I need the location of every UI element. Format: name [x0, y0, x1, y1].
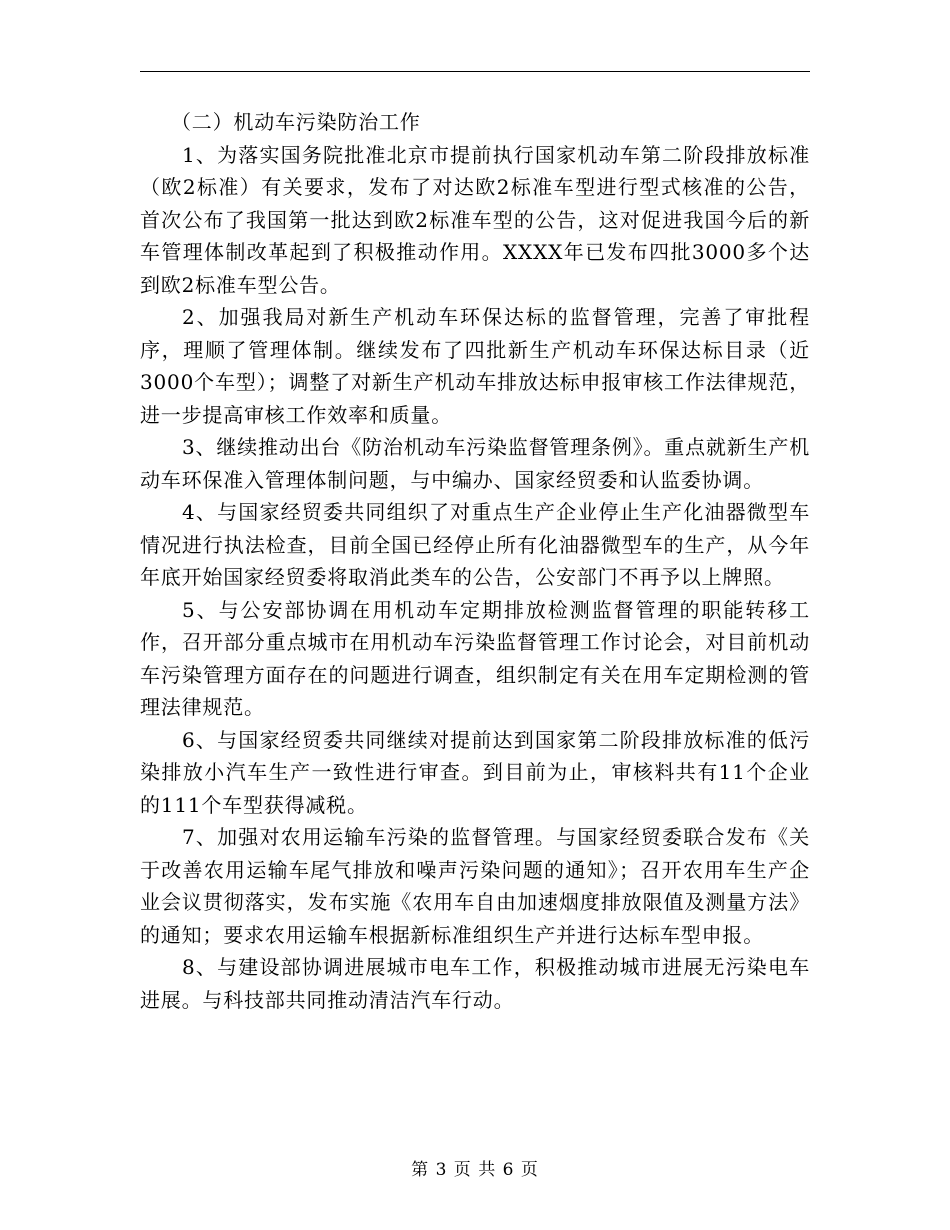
paragraph-5: 5、与公安部协调在用机动车定期排放检测监督管理的职能转移工作，召开部分重点城市在用机动车污染监督管理工作讨论会，对目前机动车污染管理方面存在的问题进行调查，组织制定有关在用车定期检测的管理法律规范。 [140, 597, 810, 719]
paragraph-7: 7、加强对农用运输车污染的监督管理。与国家经贸委联合发布《关于改善农用运输车尾气排放和噪声污染问题的通知》；召开农用车生产企业会议贯彻落实，发布实施《农用车自由加速烟度排放限值及测量方法》的通知；要求农用运输车根据新标准组织生产并进行达标车型申报。 [140, 825, 810, 947]
paragraph-1: 1、为落实国务院批准北京市提前执行国家机动车第二阶段排放标准（欧2标准）有关要求，发布了对达欧2标准车型进行型式核准的公告，首次公布了我国第一批达到欧2标准车型的公告，这对促进我国今后的新车管理体制改革起到了积极推动作用。XXXX年已发布四批3000多个达到欧2标准车型公告。 [140, 142, 810, 297]
page-number-footer: 第 3 页 共 6 页 [411, 1160, 539, 1180]
paragraph-6: 6、与国家经贸委共同继续对提前达到国家第二阶段排放标准的低污染排放小汽车生产一致性进行审查。到目前为止，审核料共有11个企业的111个车型获得减税。 [140, 727, 810, 817]
document-body [140, 106, 810, 1016]
paragraph-4: 4、与国家经贸委共同组织了对重点生产企业停止生产化油器微型车情况进行执法检查，目前全国已经停止所有化油器微型车的生产，从今年年底开始国家经贸委将取消此类车的公告，公安部门不再予以上牌照。 [140, 500, 810, 589]
section-heading: （二）机动车污染防治工作 [171, 110, 421, 134]
paragraph-8: 8、与建设部协调进展城市电车工作，积极推动城市进展无污染电车进展。与科技部共同推动清洁汽车行动。 [140, 955, 810, 1012]
paragraph-2: 2、加强我局对新生产机动车环保达标的监督管理，完善了审批程序，理顺了管理体制。继续发布了四批新生产机动车环保达标目录（近3000个车型）；调整了对新生产机动车排放达标申报审核工作法律规范，进一步提高审核工作效率和质量。 [140, 305, 810, 427]
paragraph-3: 3、继续推动出台《防治机动车污染监督管理条例》。重点就新生产机动车环保准入管理体制问题，与中编办、国家经贸委和认监委协调。 [140, 435, 810, 492]
header-rule [140, 71, 810, 72]
